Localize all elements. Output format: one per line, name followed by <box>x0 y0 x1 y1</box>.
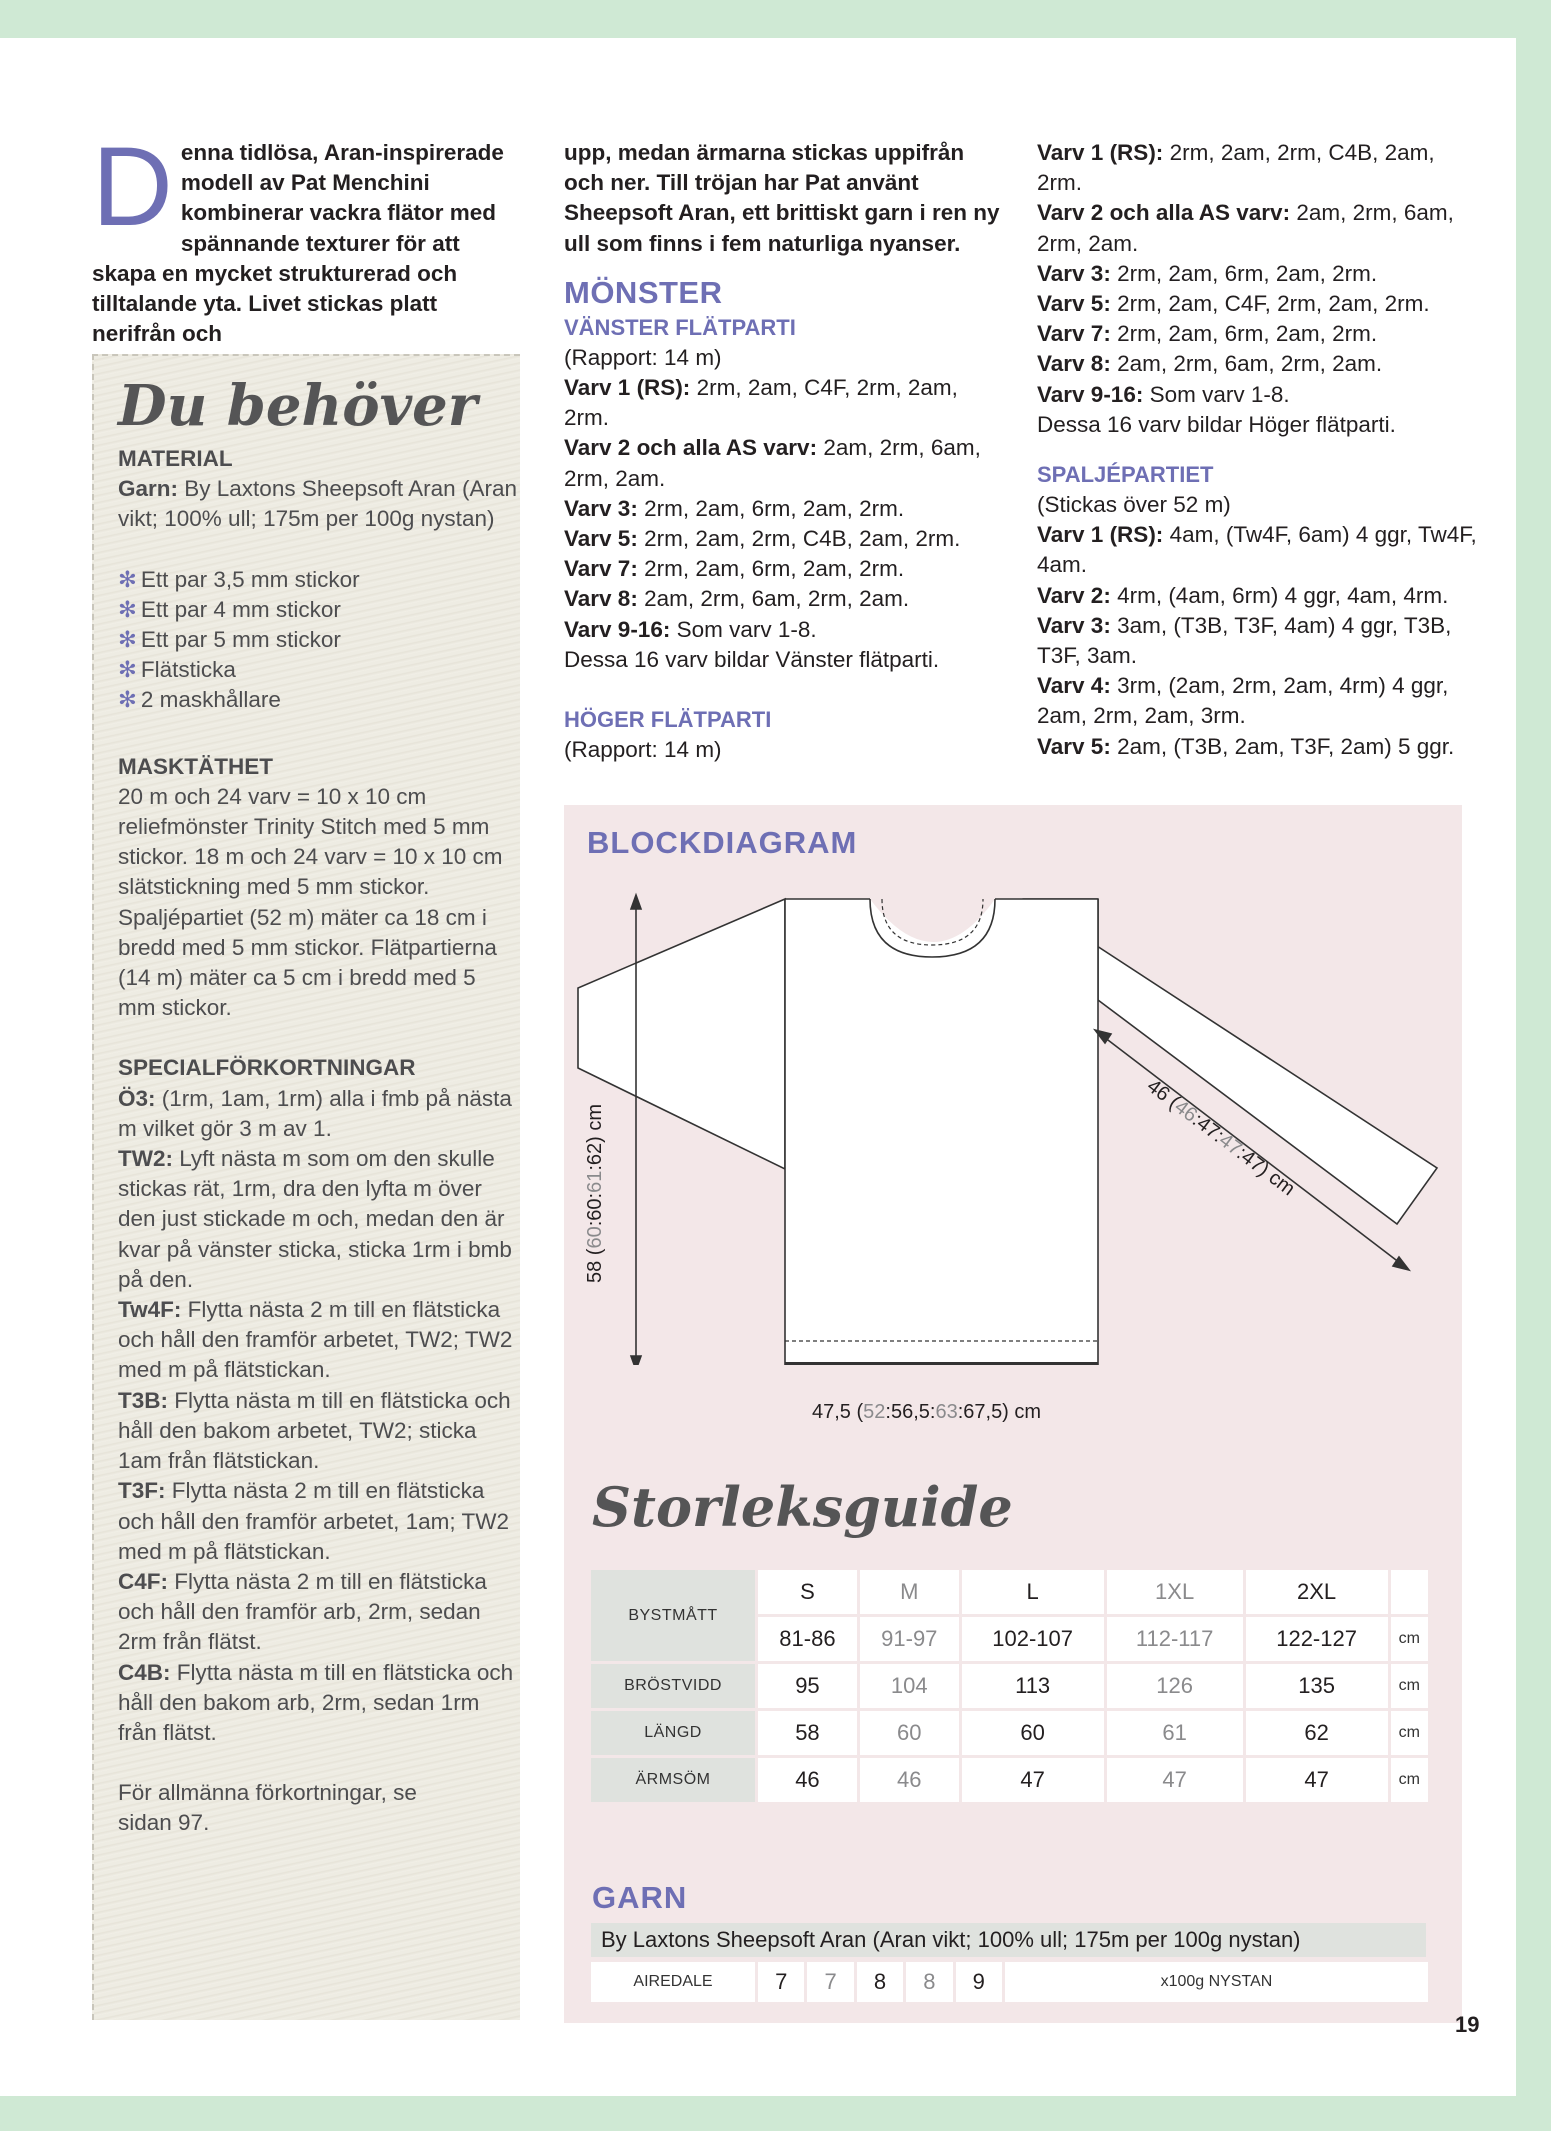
body-front <box>785 899 1098 1365</box>
abbrev-item: Ö3: (1rm, 1am, 1rm) alla i fmb på nästa m vilket gör 3 m av 1. <box>118 1085 512 1141</box>
asterisk-icon: ✻ <box>118 657 137 683</box>
list-item: ✻ 2 maskhållare <box>118 687 281 713</box>
row-item: Varv 2 och alla AS varv: 2am, 2rm, 6am, 2rm, 2am. <box>564 435 981 491</box>
size-header: S <box>758 1570 857 1614</box>
table-row: LÄNGD 58 60 60 61 62 cm <box>591 1711 1428 1755</box>
garn-heading: GARN <box>592 1880 688 1915</box>
height-label: 58 (60:60:61:62) cm <box>584 1103 606 1283</box>
right-cable-repeat: (Rapport: 14 m) <box>564 737 722 763</box>
left-sleeve <box>578 899 785 1169</box>
row-item: Varv 7: 2rm, 2am, 6rm, 2am, 2rm. <box>1037 321 1378 347</box>
intro-text: enna tidlösa, Aran-inspirerade modell av Pat Menchini kombinerar vackra flätor med spännande texturer för att skapa en mycket strukturerad och tilltalande yta. Livet stickas platt nerifrån och <box>92 140 504 347</box>
intro-paragraph <box>92 124 512 349</box>
width-label: 47,5 (52:56,5:63:67,5) cm <box>812 1401 1042 1423</box>
left-cable-note: Dessa 16 varv bildar Vänster flätparti. <box>564 646 940 672</box>
row-item: Varv 3: 2rm, 2am, 6rm, 2am, 2rm. <box>564 495 905 521</box>
garn-label: Garn: <box>118 476 179 502</box>
list-item: ✻ Ett par 5 mm stickor <box>118 627 341 653</box>
row-label: BYSTMÅTT <box>591 1570 755 1661</box>
row-item: Varv 1 (RS): 2rm, 2am, C4F, 2rm, 2am, 2rm. <box>564 375 958 431</box>
table-row: AIREDALE 7 7 8 8 9 x100g NYSTAN <box>591 1962 1428 2002</box>
pattern-column-middle <box>564 138 1004 765</box>
right-cable-note: Dessa 16 varv bildar Höger flätparti. <box>1037 411 1396 437</box>
page-number: 19 <box>1455 2012 1480 2037</box>
masktathet-text: 20 m och 24 varv = 10 x 10 cm reliefmönster Trinity Stitch med 5 mm stickor. 18 m och 24 varv = 10 x 10 cm slätstickning med 5 mm stickor. Spaljépartiet (52 m) mäter ca 18 cm i bredd med 5 mm stickor. Flätpartierna (14 m) mäter ca 5 cm i bredd med 5 mm stickor. <box>118 783 503 1021</box>
row-item: Varv 3: 3am, (T3B, T3F, 4am) 4 ggr, T3B, T3F, 3am. <box>1037 612 1452 669</box>
table-row: ÄRMSÖM 46 46 47 47 47 cm <box>591 1758 1428 1802</box>
abbrev-item: Tw4F: Flytta nästa 2 m till en flätsticka och håll den framför arbetet, TW2; TW2 med m på flätstickan. <box>118 1297 513 1383</box>
special-abbrev-heading: SPECIALFÖRKORTNINGAR <box>118 1055 416 1081</box>
sizeguide-title: Storleksguide <box>592 1475 1013 1539</box>
table-row: 81-86 91-97 102-107 112-117 122-127 cm <box>591 1617 1428 1661</box>
garn-text: By Laxtons Sheepsoft Aran (Aran vikt; 100% ull; 175m per 100g nystan) <box>118 476 517 532</box>
sidebar-footer: För allmänna förkortningar, se sidan 97. <box>118 1780 417 1836</box>
schematic-panel <box>564 805 1462 2023</box>
material-heading: MATERIAL <box>118 446 233 471</box>
asterisk-icon: ✻ <box>118 596 137 622</box>
size-table <box>588 1567 1431 1805</box>
left-cable-repeat: (Rapport: 14 m) <box>564 344 722 370</box>
hem-line <box>785 1362 1098 1365</box>
row-item: Varv 5: 2rm, 2am, 2rm, C4B, 2am, 2rm. <box>564 526 961 552</box>
asterisk-icon: ✻ <box>118 627 137 653</box>
abbrev-item: C4F: Flytta nästa 2 m till en flätsticka och håll den framför arb, 2rm, sedan 2rm från flätst. <box>118 1568 487 1655</box>
right-cable-heading: HÖGER FLÄTPARTI <box>564 707 772 733</box>
masktathet-heading: MASKTÄTHET <box>118 753 273 779</box>
page <box>0 38 1516 2096</box>
list-item: ✻ Ett par 4 mm stickor <box>118 596 341 622</box>
row-item: Varv 7: 2rm, 2am, 6rm, 2am, 2rm. <box>564 556 905 582</box>
size-header: 1XL <box>1107 1570 1243 1614</box>
trellis-repeat: (Stickas över 52 m) <box>1037 492 1231 518</box>
yarn-table <box>588 1959 1431 2005</box>
materials-list <box>118 565 518 716</box>
abbrev-list <box>118 1084 518 1748</box>
garment-schematic <box>564 805 1462 1365</box>
list-item: ✻ Flätsticka <box>118 657 236 683</box>
row-item: Varv 9-16: Som varv 1-8. <box>564 616 817 642</box>
pattern-heading: MÖNSTER <box>564 274 723 310</box>
trellis-heading: SPALJÉPARTIET <box>1037 462 1214 488</box>
list-item: ✻ Ett par 3,5 mm stickor <box>118 566 360 592</box>
materials-sidebar <box>92 354 520 2020</box>
garn-line <box>118 474 518 534</box>
table-row <box>591 1570 1428 1614</box>
abbrev-item: T3F: Flytta nästa 2 m till en flätsticka och håll den framför arbetet, 1am; TW2 med m på flätstickan. <box>118 1478 510 1564</box>
row-item: Varv 5: 2rm, 2am, C4F, 2rm, 2am, 2rm. <box>1037 291 1430 317</box>
row-item: Varv 9-16: Som varv 1-8. <box>1037 381 1290 407</box>
pattern-column-right <box>1037 138 1477 762</box>
row-item: Varv 8: 2am, 2rm, 6am, 2rm, 2am. <box>564 586 910 612</box>
intro-continuation: upp, medan ärmarna stickas uppifrån och ner. Till tröjan har Pat använt Sheepsoft Aran, ett brittiskt garn i ren ny ull som finns i fem naturliga nyanser. <box>564 140 1000 256</box>
row-item: Varv 8: 2am, 2rm, 6am, 2rm, 2am. <box>1037 351 1383 377</box>
abbrev-item: TW2: Lyft nästa m som om den skulle stickas rät, 1rm, dra den lyfta m över den just stickade m och, medan den är kvar på vänster sticka, sticka 1rm i bmb på den. <box>118 1146 512 1292</box>
asterisk-icon: ✻ <box>118 566 137 592</box>
sidebar-title: Du behöver <box>118 373 478 439</box>
drop-cap: D <box>92 124 173 249</box>
size-header: L <box>962 1570 1104 1614</box>
asterisk-icon: ✻ <box>118 687 137 713</box>
sleeve-label: 46 (46:47:47:47) cm <box>1142 1075 1299 1201</box>
diagram-heading: BLOCKDIAGRAM <box>587 825 858 860</box>
row-item: Varv 5: 2am, (T3B, 2am, T3F, 2am) 5 ggr. <box>1037 733 1455 759</box>
abbrev-item: T3B: Flytta nästa m till en flätsticka och håll den bakom arbetet, TW2; sticka 1am från flätstickan. <box>118 1387 511 1474</box>
row-item: Varv 1 (RS): 2rm, 2am, 2rm, C4B, 2am, 2rm. <box>1037 140 1435 196</box>
row-item: Varv 1 (RS): 4am, (Tw4F, 6am) 4 ggr, Tw4F, 4am. <box>1037 522 1477 578</box>
empty-cell <box>1391 1570 1428 1614</box>
garn-description: By Laxtons Sheepsoft Aran (Aran vikt; 100% ull; 175m per 100g nystan) <box>591 1923 1426 1957</box>
abbrev-item: C4B: Flytta nästa m till en flätsticka och håll den bakom arb, 2rm, sedan 1rm från flätst. <box>118 1659 514 1745</box>
row-item: Varv 2: 4rm, (4am, 6rm) 4 ggr, 4am, 4rm. <box>1037 582 1449 608</box>
left-cable-heading: VÄNSTER FLÄTPARTI <box>564 314 796 340</box>
table-row: BRÖSTVIDD 95 104 113 126 135 cm <box>591 1664 1428 1708</box>
row-item: Varv 3: 2rm, 2am, 6rm, 2am, 2rm. <box>1037 260 1378 286</box>
yarn-color: AIREDALE <box>591 1962 755 2002</box>
size-header: M <box>860 1570 959 1614</box>
row-item: Varv 4: 3rm, (2am, 2rm, 2am, 4rm) 4 ggr, 2am, 2rm, 2am, 3rm. <box>1037 673 1449 729</box>
size-header: 2XL <box>1246 1570 1388 1614</box>
row-item: Varv 2 och alla AS varv: 2am, 2rm, 6am, 2rm, 2am. <box>1037 200 1454 256</box>
